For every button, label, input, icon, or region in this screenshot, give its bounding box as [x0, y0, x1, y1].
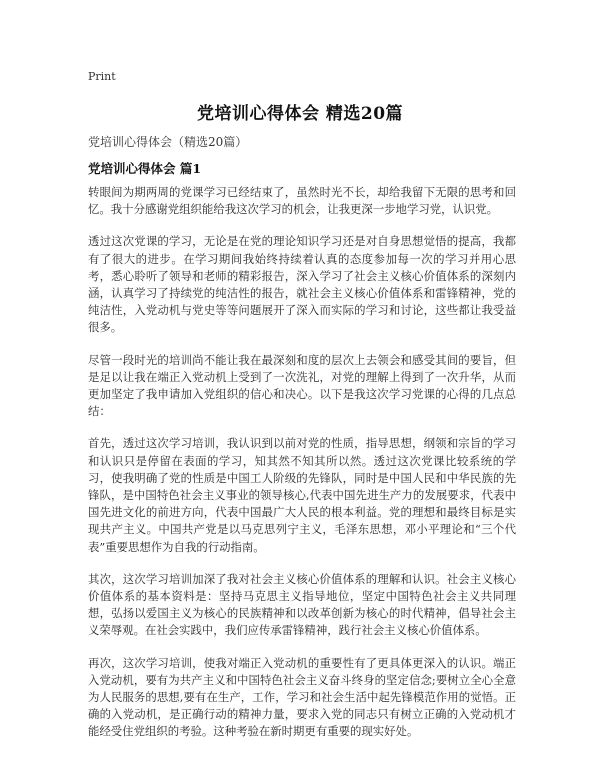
paragraph: 其次，这次学习培训加深了我对社会主义核心价值体系的理解和认识。社会主义核心价值体系的基本资料是：坚持马克思主义指导地位，坚定中国特色社会主义共同理想，弘扬以爱国主义为核心的民族精神和以改革创新为核心的时代精神，倡导社会主义荣辱观。在社会实践中，我们应传承雷锋精神，践行社会主义核心价值体系。	[88, 571, 516, 638]
section-heading: 党培训心得体会 篇1	[88, 161, 202, 176]
paragraph: 再次，这次学习培训，使我对端正入党动机的重要性有了更具体更深入的认识。端正入党动机，要有为共产主义和中国特色社会主义奋斗终身的坚定信念;要树立全心全意为人民服务的思想,要有在生产，工作，学习和社会生活中起先锋模范作用的觉悟。正确的入党动机，是正确行动的精神力量，要求入党的同志只有树立正确的入党动机才能经受住党组织的考验。这种考验在新时期更有重要的现实好处。	[88, 655, 516, 739]
paragraph: 转眼间为期两周的党课学习已经结束了，虽然时光不长，却给我留下无限的思考和回忆。我十分感谢党组织能给我这次学习的机会，让我更深一步地学习党，认识党。	[88, 185, 516, 217]
paragraph: 透过这次党课的学习，无论是在党的理论知识学习还是对自身思想觉悟的提高，我都有了很大的进步。在学习期间我始终持续着认真的态度参加每一次的学习并用心思考，悉心聆听了领导和老师的精彩报告，深入学习了社会主义核心价值体系的深刻内涵，认真学习了持续党的纯洁性的报告，就社会主义核心价值体系和雷锋精神，党的纯洁性，入党动机与党史等等问题展开了深入而实际的学习和讨论，这些都让我受益很多。	[88, 234, 516, 335]
document-body	[88, 184, 516, 756]
paragraph: 首先，透过这次学习培训，我认识到以前对党的性质，指导思想，纲领和宗旨的学习和认识只是停留在表面的学习，知其然不知其所以然。透过这次党课比较系统的学习，使我明确了党的性质是中国工人阶级的先锋队，同时是中国人民和中华民族的先锋队，是中国特色社会主义事业的领导核心,代表中国先进生产力的发展要求，代表中国先进文化的前进方向，代表中国最广大人民的根本利益。党的理想和最终目标是实现共产主义。中国共产党是以马克思列宁主义，毛泽东思想，邓小平理论和“三个代表”重要思想作为自我的行动指南。	[88, 436, 516, 554]
paragraph: 尽管一段时光的培训尚不能让我在最深刻和度的层次上去领会和感受其间的要旨，但是足以让我在端正入党动机上受到了一次洗礼，对党的理解上得到了一次升华，从而更加坚定了我申请加入党组织的信心和决心。以下是我这次学习党课的心得的几点总结：	[88, 352, 516, 419]
document-subtitle: 党培训心得体会（精选20篇）	[88, 135, 248, 149]
print-label: Print	[88, 70, 116, 83]
page-title: 党培训心得体会 精选20篇	[196, 104, 404, 124]
